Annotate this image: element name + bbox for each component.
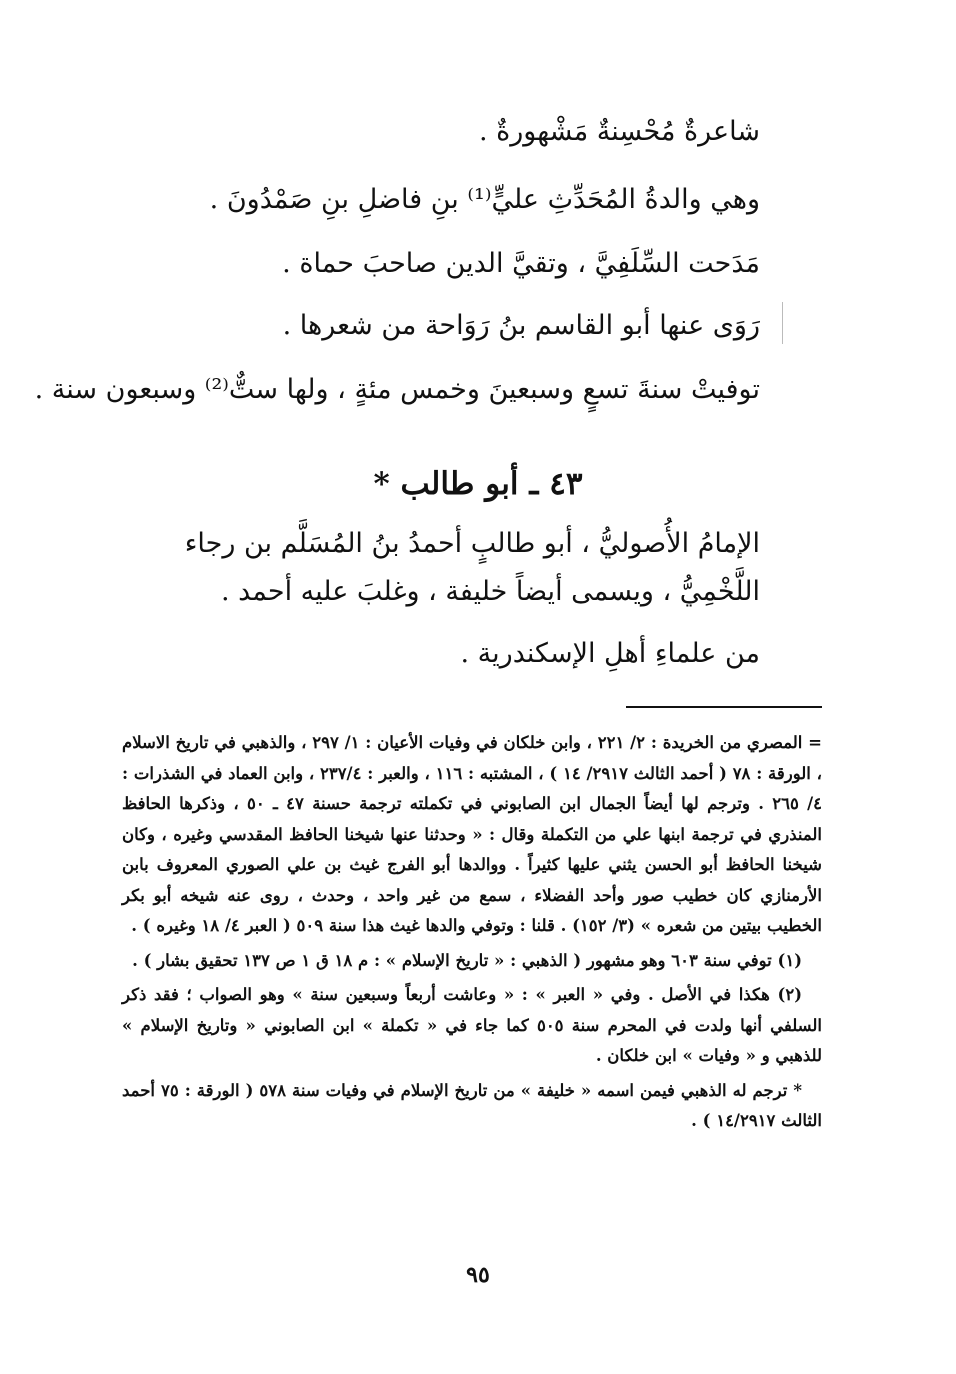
body-line-3: مَدَحت السِّلَفِيَّ ، وتقيَّ الدين صاحبَ حماة . bbox=[282, 248, 760, 279]
page-number: ٩٥ bbox=[466, 1262, 490, 1288]
footnote-separator bbox=[626, 706, 822, 708]
body-line-5: توفيتْ سنةَ تسعٍ وسبعينَ وخمس مئةٍ ، ولها ستٌّ⁽²⁾ وسبعون سنة . bbox=[34, 374, 760, 405]
footnotes bbox=[122, 728, 822, 1141]
footnote-1: (١) توفي سنة ٦٠٣ وهو مشهور ( الذهبي : « تاريخ الإسلام » : م ١٨ ق ١ ص ١٣٧ تحقيق بشار ) . bbox=[132, 950, 802, 970]
body-line-2: وهي والدةُ المُحَدِّثِ عليٍّ⁽¹⁾ بنِ فاضلِ بنِ صَمْدُونَ . bbox=[209, 184, 760, 215]
margin-mark bbox=[782, 302, 783, 344]
footnote-continuation: = المصري من الخريدة : ٢/ ٢٢١ ، وابن خلكان في وفيات الأعيان : ١/ ٢٩٧ ، والذهبي في تاريخ الاسلام ، الورقة : ٧٨ ( أحمد الثالث ٢٩١٧/ ١٤ ) ، المشتبه : ١١٦ ، والعبر : ٢٣٧/٤ ، وابن العماد في الشذرات : ٤/ ٢٦٥ . وترجم لها أيضاً الجمال ابن الصابوني في تكملته ترجمة حسنة ٤٧ ـ ٥٠ ، وذكرها الحافظ المنذري في ترجمة ابنها علي من التكملة وقال : « وحدثنا عنها شيخنا الحافظ المقدسي وغيره ، وكان شيخنا الحافظ أبو الحسن يثني عليها كثيراً . ووالدها أبو الفرج غيث بن علي الصوري المعروف بابن الأرمنازي كان خطيب صور وأحد الفضلاء ، سمع من غير واحد ، وحدث ، روى عنه شيخه أبو بكر الخطيب بيتين من شعره » (٣/ ١٥٢) . قلنا : وتوفي والدها غيث هذا سنة ٥٠٩ ( العبر ٤/ ١٨ وغيره ) . bbox=[122, 733, 823, 935]
entry-line-2: من علماءِ أهلِ الإسكندرية . bbox=[460, 638, 760, 669]
entry-heading: ٤٣ ـ أبو طالب * bbox=[373, 466, 583, 502]
poem-line-1: شاعرةٌ مُحْسِنةٌ مَشْهورةٌ . bbox=[478, 116, 760, 147]
footnote-star: * ترجم له الذهبي فيمن اسمه « خليفة » من تاريخ الإسلام في وفيات سنة ٥٧٨ ( الورقة : ٧٥ أحمد الثالث ١٤/٢٩١٧ ) . bbox=[122, 1080, 822, 1130]
entry-paragraph: الإمامُ الأُصوليُّ ، أبو طالبٍ أحمدُ بنُ المُسَلَّم بن رجاء اللَّخْمِيُّ ، ويسمى أيضاً خليفة ، وغلبَ عليه أحمد . bbox=[184, 528, 760, 607]
body-line-4: رَوَى عنها أبو القاسم بنُ رَوَاحة من شعرها . bbox=[282, 310, 760, 341]
footnote-2: (٢) هكذا في الأصل . وفي « العبر » : « وعاشت أربعاً وسبعين سنة » وهو الصواب ؛ فقد ذكر السلفي أنها ولدت في المحرم سنة ٥٠٥ كما جاء في « تكملة » ابن الصابوني « وتاريخ الإسلام » للذهبي و « وفيات » ابن خلكان . bbox=[122, 985, 822, 1065]
